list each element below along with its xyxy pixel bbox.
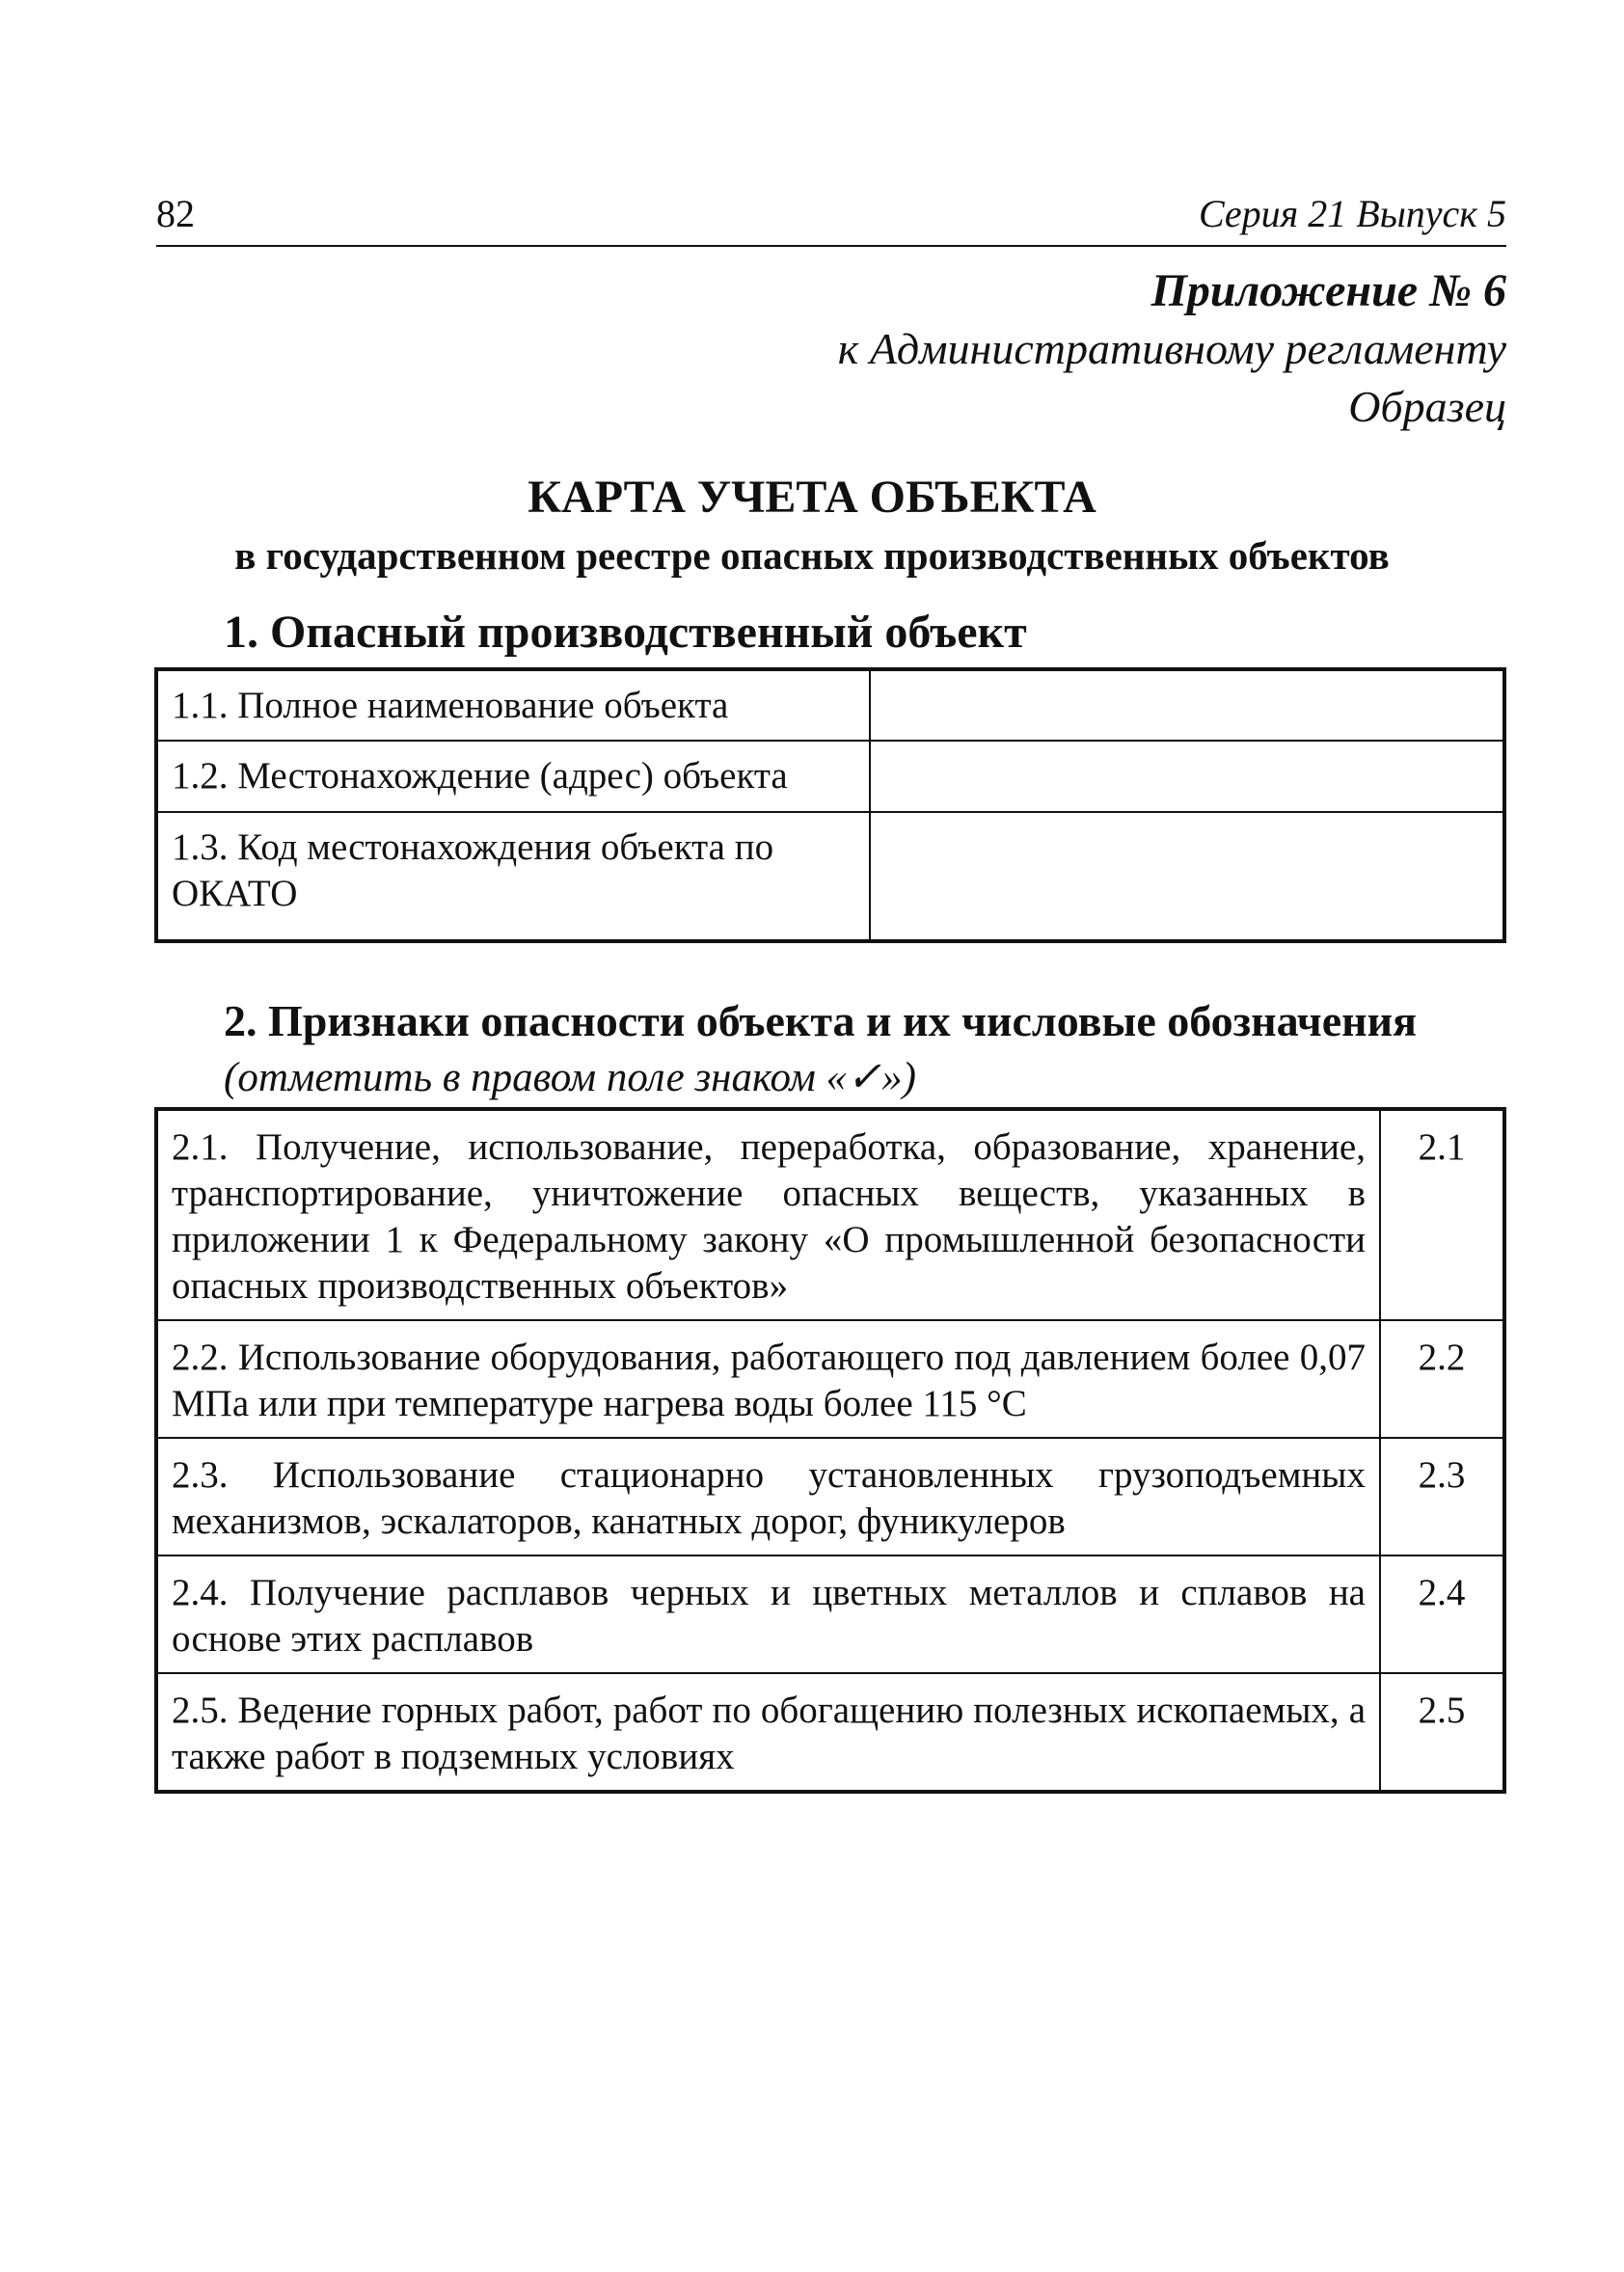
table-row xyxy=(156,1320,1504,1438)
table-row xyxy=(156,669,1504,741)
section2-heading: 2. Признаки опасности объекта и их числовые обозначения xyxy=(224,996,1418,1045)
running-header xyxy=(156,185,1506,247)
appendix-sample-label: Образец xyxy=(1348,382,1506,431)
hazard-sign-code-cell[interactable]: 2.2 xyxy=(1380,1320,1504,1438)
table-row xyxy=(156,1109,1504,1320)
hazard-sign-code-cell[interactable]: 2.3 xyxy=(1380,1438,1504,1555)
appendix-block xyxy=(838,262,1506,436)
table-row xyxy=(156,1555,1504,1673)
page-number: 82 xyxy=(156,192,195,235)
field-value-okato-code[interactable] xyxy=(870,812,1504,941)
appendix-number: Приложение № 6 xyxy=(1150,265,1506,316)
hazard-sign-text: 2.2. Использование оборудования, работающего под давлением более 0,07 МПа или при температуре нагрева воды более 115 °С xyxy=(156,1320,1380,1438)
section1-heading: 1. Опасный производственный объект xyxy=(224,607,1027,658)
field-label-address: 1.2. Местонахождение (адрес) объекта xyxy=(156,741,870,812)
object-table xyxy=(154,667,1506,943)
table-row xyxy=(156,1438,1504,1555)
hazard-sign-text: 2.1. Получение, использование, переработка, образование, хранение, транспортирование, уничтожение опасных веществ, указанных в приложении 1 к Федеральному закону «О промышленной безопасности опасных производственных объектов» xyxy=(156,1109,1380,1320)
field-label-full-name: 1.1. Полное наименование объекта xyxy=(156,669,870,741)
hazard-signs-table xyxy=(154,1107,1506,1794)
hazard-sign-code-cell[interactable]: 2.4 xyxy=(1380,1555,1504,1673)
document-title: КАРТА УЧЕТА ОБЪЕКТА xyxy=(528,472,1096,523)
series-label: Серия 21 Выпуск 5 xyxy=(1198,192,1506,235)
hazard-sign-text: 2.5. Ведение горных работ, работ по обогащению полезных ископаемых, а также работ в подземных условиях xyxy=(156,1673,1380,1792)
hazard-sign-text: 2.3. Использование стационарно установленных грузоподъемных механизмов, эскалаторов, канатных дорог, фуникулеров xyxy=(156,1438,1380,1555)
section2-instruction: (отметить в правом поле знаком «✓») xyxy=(224,1055,916,1100)
document-subtitle: в государственном реестре опасных производственных объектов xyxy=(234,533,1390,578)
hazard-sign-code-cell[interactable]: 2.1 xyxy=(1380,1109,1504,1320)
table-row xyxy=(156,1673,1504,1792)
appendix-reference: к Административному регламенту xyxy=(837,324,1506,373)
table-row xyxy=(156,812,1504,941)
field-value-full-name[interactable] xyxy=(870,669,1504,741)
field-label-okato-code: 1.3. Код местонахождения объекта по ОКАТО xyxy=(156,812,870,941)
field-value-address[interactable] xyxy=(870,741,1504,812)
hazard-sign-text: 2.4. Получение расплавов черных и цветных металлов и сплавов на основе этих расплавов xyxy=(156,1555,1380,1673)
hazard-sign-code-cell[interactable]: 2.5 xyxy=(1380,1673,1504,1792)
table-row xyxy=(156,741,1504,812)
